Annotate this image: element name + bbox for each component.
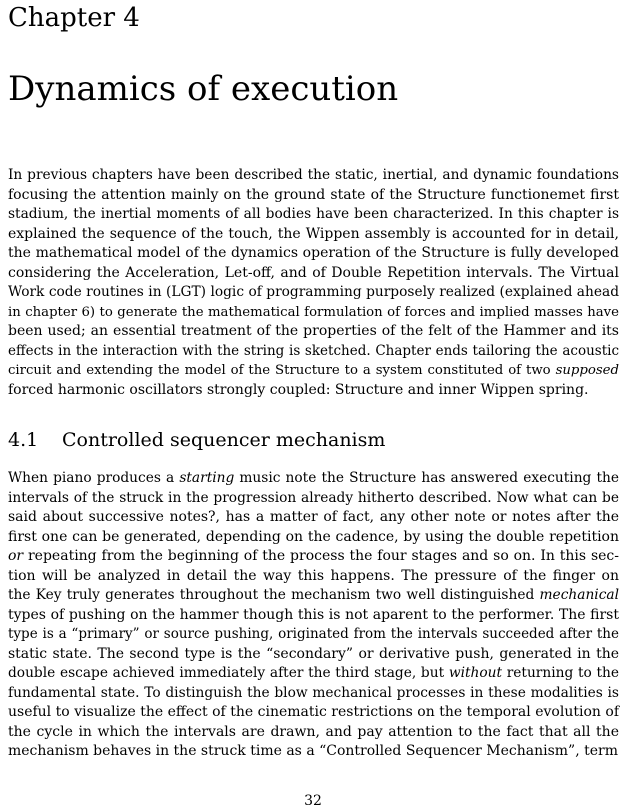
text-run: the cycle in which the intervals are drawn, and pay attention to the fact that all the: [8, 723, 619, 740]
text-run: said about successive notes?, has a matter of fact, any other note or notes after the: [8, 509, 619, 525]
text-line: [8, 625, 619, 645]
text-run: focusing the attention mainly on the ground state of the Structure functionemet first: [8, 186, 619, 203]
text-run: fundamental state. To distinguish the blow mechanical processes in these modalities is: [8, 684, 619, 701]
text-run: explained the sequence of the touch, the Wippen assembly is accounted for in detail,: [8, 225, 619, 242]
text-line: [8, 166, 619, 186]
text-run: static state. The second type is the “secondary” or derivative push, generated in the: [8, 645, 619, 662]
text-run: double escape achieved immediately after the third stage, but: [8, 665, 449, 681]
text-run: In previous chapters have been described the static, inertial, and dynamic foundations: [8, 167, 619, 183]
text-line: [8, 283, 619, 303]
chapter-title: Dynamics of execution: [8, 69, 399, 109]
text-run: type is a “primary” or source pushing, originated from the intervals succeeded after the: [8, 626, 619, 642]
text-run: Work code routines in (LGT) logic of programming purposely realized (explained ahead: [8, 284, 619, 300]
emphasis-text: or: [8, 548, 24, 564]
text-run: first one can be generated, depending on the cadence, by using the double repetition: [8, 528, 619, 545]
text-run: music note the Structure has answered executing the: [234, 470, 619, 486]
chapter-label: Chapter 4: [8, 3, 140, 33]
text-run: stadium, the inertial moments of all bodies have been characterized. In this chapter is: [8, 206, 619, 222]
text-line: [8, 244, 619, 264]
text-line: [8, 723, 619, 743]
section-heading: [8, 428, 385, 452]
text-line: [8, 303, 619, 323]
text-run: the mathematical model of the dynamics operation of the Structure is fully developed: [8, 245, 619, 261]
section-paragraph: [8, 469, 619, 762]
text-line: [8, 381, 619, 401]
text-run: returning to the: [502, 665, 619, 681]
text-line: [8, 264, 619, 284]
text-line: [8, 684, 619, 704]
text-line: [8, 645, 619, 665]
text-run: been used; an essential treatment of the properties of the felt of the Hammer and its: [8, 323, 619, 339]
text-line: [8, 606, 619, 626]
text-line: [8, 205, 619, 225]
text-line: [8, 489, 619, 509]
text-run: When piano produces a: [8, 470, 180, 486]
text-run: tion will be analyzed in detail the way this happens. The pressure of the finger on: [8, 567, 619, 584]
text-run: considering the Acceleration, Let-off, and of Double Repetition intervals. The Virtual: [8, 264, 619, 281]
text-line: [8, 664, 619, 684]
text-line: [8, 186, 619, 206]
text-run: effects in the interaction with the string is sketched. Chapter ends tailoring the acoustic: [8, 342, 619, 359]
text-line: [8, 322, 619, 342]
intro-paragraph: [8, 166, 619, 400]
text-line: [8, 469, 619, 489]
text-line: [8, 342, 619, 362]
text-run: useful to visualize the effect of the cinematic restrictions on the temporal evolution of: [8, 704, 619, 720]
text-line: [8, 225, 619, 245]
emphasis-text: supposed: [555, 363, 619, 378]
text-run: circuit and extending the model of the Structure to a system constituted of two: [8, 363, 556, 378]
emphasis-text: without: [448, 665, 503, 681]
text-run: the Key truly generates throughout the mechanism two well distinguished: [8, 587, 540, 603]
section-title: Controlled sequencer mechanism: [62, 429, 386, 451]
text-run: forced harmonic oscillators strongly coupled: Structure and inner Wippen spring.: [8, 381, 589, 398]
text-line: [8, 703, 619, 723]
emphasis-text: starting: [179, 470, 235, 486]
text-line: [8, 567, 619, 587]
text-run: intervals of the struck in the progression already hitherto described. Now what can be: [8, 489, 619, 506]
page-number: 32: [304, 793, 322, 809]
text-line: [8, 586, 619, 606]
emphasis-text: mechanical: [539, 587, 619, 603]
text-line: [8, 361, 619, 381]
text-line: [8, 547, 619, 567]
text-run: mechanism behaves in the struck time as a “Controlled Sequencer Mechanism”, term: [8, 743, 618, 759]
text-line: [8, 508, 619, 528]
section-number: 4.1: [8, 429, 39, 451]
text-line: [8, 528, 619, 548]
text-run: types of pushing on the hammer though this is not aparent to the performer. The first: [8, 606, 619, 623]
text-run: repeating from the beginning of the process the four stages and so on. In this sec-: [23, 548, 619, 564]
text-line: [8, 742, 619, 762]
text-run: in chapter 6) to generate the mathematical formulation of forces and implied masses have: [8, 304, 619, 320]
